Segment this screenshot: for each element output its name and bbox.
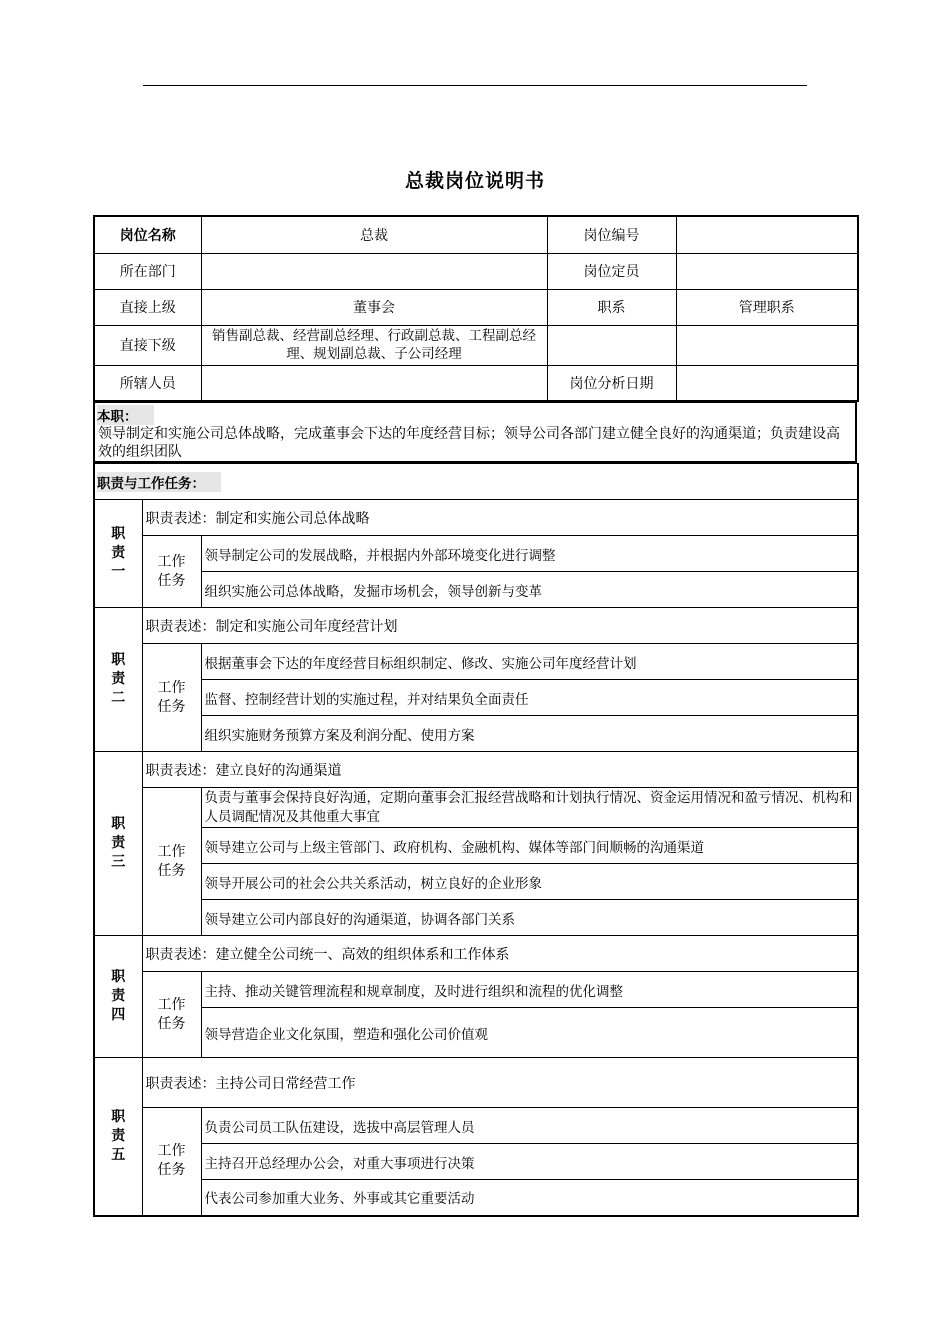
info-value: 总裁 (201, 216, 547, 253)
work-task-label: 工作 任务 (142, 972, 201, 1058)
info-row (94, 253, 858, 289)
info-key: 岗位定员 (547, 253, 676, 289)
info-value (201, 253, 547, 289)
info-key: 所辖人员 (94, 365, 201, 401)
duty-label: 职 责 五 (94, 1058, 142, 1216)
work-task-label: 工作 任务 (142, 788, 201, 936)
work-task-label: 工作 任务 (142, 644, 201, 752)
task-row (94, 788, 858, 828)
info-row (94, 289, 858, 325)
task-item: 领导建立公司与上级主管部门、政府机构、金融机构、媒体等部门间顺畅的沟通渠道 (201, 828, 858, 864)
task-row (94, 1180, 858, 1216)
info-key: 直接上级 (94, 289, 201, 325)
task-row (94, 536, 858, 572)
duty-statement: 职责表述：建立健全公司统一、高效的组织体系和工作体系 (142, 936, 858, 972)
task-row (94, 1144, 858, 1180)
task-item: 主持、推动关键管理流程和规章制度，及时进行组织和流程的优化调整 (201, 972, 858, 1008)
info-key: 岗位编号 (547, 216, 676, 253)
duty-statement: 职责表述：制定和实施公司年度经营计划 (142, 608, 858, 644)
task-item: 领导建立公司内部良好的沟通渠道，协调各部门关系 (201, 900, 858, 936)
task-item: 根据董事会下达的年度经营目标组织制定、修改、实施公司年度经营计划 (201, 644, 858, 680)
info-value: 董事会 (201, 289, 547, 325)
task-row (94, 572, 858, 608)
info-value (676, 253, 858, 289)
duty-row (94, 500, 858, 536)
duties-table (93, 463, 859, 1217)
info-row (94, 216, 858, 253)
job-description-sheet (93, 215, 857, 1217)
task-item: 代表公司参加重大业务、外事或其它重要活动 (201, 1180, 858, 1216)
duty-label: 职 责 三 (94, 752, 142, 936)
info-value (201, 365, 547, 401)
task-row (94, 1108, 858, 1144)
summary-heading: 本职： (97, 405, 154, 425)
task-row (94, 644, 858, 680)
task-row (94, 864, 858, 900)
duty-label: 职 责 一 (94, 500, 142, 608)
duty-label: 职 责 二 (94, 608, 142, 752)
duties-heading: 职责与工作任务： (97, 472, 221, 492)
info-key: 岗位分析日期 (547, 365, 676, 401)
task-item: 组织实施财务预算方案及利润分配、使用方案 (201, 716, 858, 752)
task-item: 负责公司员工队伍建设，选拔中高层管理人员 (201, 1108, 858, 1144)
info-key: 职系 (547, 289, 676, 325)
document-title: 总裁岗位说明书 (404, 170, 545, 192)
task-item: 监督、控制经营计划的实施过程，并对结果负全面责任 (201, 680, 858, 716)
task-item: 领导营造企业文化氛围，塑造和强化公司价值观 (201, 1008, 858, 1058)
duty-label: 职 责 四 (94, 936, 142, 1058)
info-key (547, 325, 676, 365)
task-row (94, 1008, 858, 1058)
summary-text: 领导制定和实施公司总体战略，完成董事会下达的年度经营目标；领导公司各部门建立健全良好的沟通渠道；负责建设高效的组织团队 (98, 426, 840, 460)
info-value (676, 216, 858, 253)
info-row (94, 365, 858, 401)
task-row (94, 828, 858, 864)
task-item: 领导制定公司的发展战略，并根据内外部环境变化进行调整 (201, 536, 858, 572)
info-key: 所在部门 (94, 253, 201, 289)
work-task-label: 工作 任务 (142, 1108, 201, 1216)
info-value: 管理职系 (676, 289, 858, 325)
task-row (94, 900, 858, 936)
task-row (94, 972, 858, 1008)
duty-row (94, 608, 858, 644)
duty-row (94, 1058, 858, 1108)
summary-table (93, 402, 857, 463)
info-key: 直接下级 (94, 325, 201, 365)
task-item: 负责与董事会保持良好沟通，定期向董事会汇报经营战略和计划执行情况、资金运用情况和盈亏情况、机构和人员调配情况及其他重大事宜 (201, 788, 858, 828)
info-key: 岗位名称 (94, 216, 201, 253)
duty-row (94, 936, 858, 972)
task-item: 主持召开总经理办公会，对重大事项进行决策 (201, 1144, 858, 1180)
duty-statement: 职责表述：制定和实施公司总体战略 (142, 500, 858, 536)
duty-row (94, 752, 858, 788)
info-value (676, 325, 858, 365)
info-row (94, 325, 858, 365)
info-value (676, 365, 858, 401)
duty-statement: 职责表述：主持公司日常经营工作 (142, 1058, 858, 1108)
duty-statement: 职责表述：建立良好的沟通渠道 (142, 752, 858, 788)
info-table (93, 215, 859, 402)
work-task-label: 工作 任务 (142, 536, 201, 608)
task-item: 组织实施公司总体战略，发掘市场机会，领导创新与变革 (201, 572, 858, 608)
task-row (94, 716, 858, 752)
task-row (94, 680, 858, 716)
header-rule (143, 85, 807, 86)
task-item: 领导开展公司的社会公共关系活动，树立良好的企业形象 (201, 864, 858, 900)
info-value: 销售副总裁、经营副总经理、行政副总裁、工程副总经理、规划副总裁、子公司经理 (201, 325, 547, 365)
